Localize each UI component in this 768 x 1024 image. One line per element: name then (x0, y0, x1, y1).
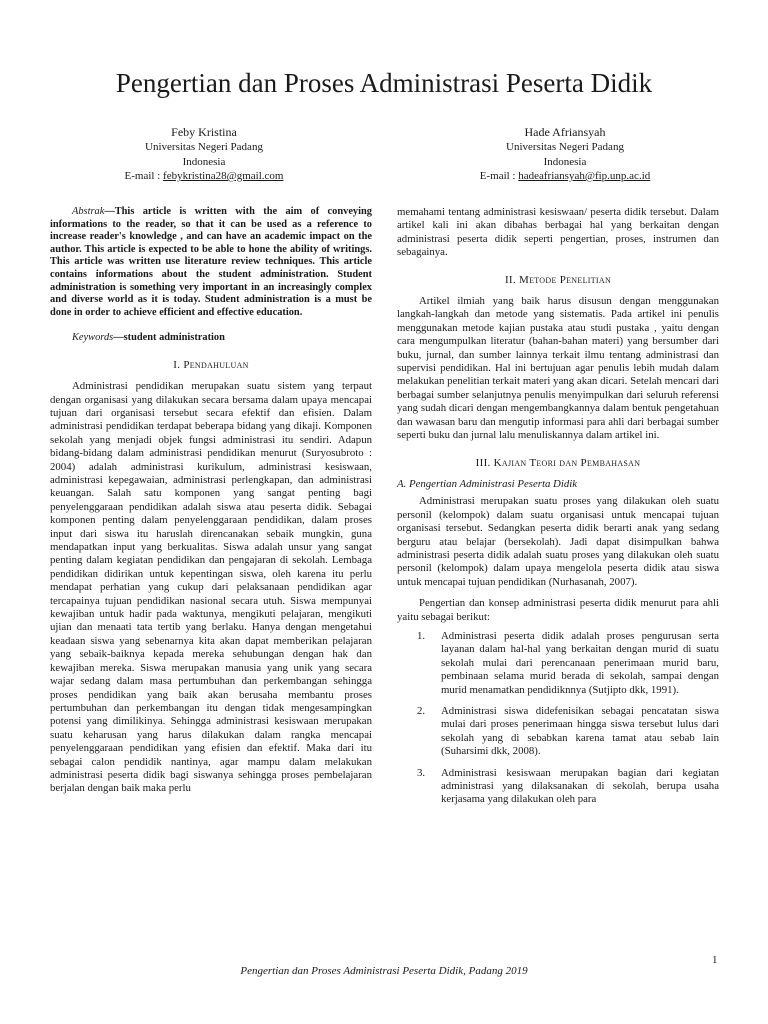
section-heading-theory: III. Kajian Teori dan Pembahasan (475, 456, 641, 469)
section-heading-introduction: I. Pendahuluan (173, 358, 249, 371)
author-block-2 (415, 124, 715, 184)
theory-paragraph-1: Administrasi merupakan suatu proses yang dilakukan oleh suatu personil (kelompok) dalam suatu organisasi untuk mencapai tujuan organisasi tersebut. Sedangkan peserta didik berarti anak yang sedang berguru atau belajar (bersekolah). Jadi dapat disimpulkan bahwa administrasi peserta didik adalah suatu proses yang dilakukan oleh suatu personil (kelompok) dalam upaya mengelola peserta didik atau siswa untuk mencapai tujuan pendidikan (Nurhasanah, 2007). (397, 495, 719, 588)
list-item (397, 705, 719, 759)
list-item-number: 1. (417, 629, 426, 642)
abstract-text: —This article is written with the aim of conveying informations to the reader, so that it can be used as a reference to increase reader's knowledge , and can have an academic impact on the author. This article is expected to be able to hone the ability of writings. This article was written use literature review techniques. This article contains informations about the student administration. Student administration is something very important in an increasingly complex and diverse world as it is today. Student administration is a must be done in order to achieve efficient and effective education. (50, 206, 372, 318)
theory-paragraph-2: Pengertian dan konsep administrasi peserta didik menurut para ahli yaitu sebagai berikut: (397, 597, 719, 623)
author-affiliation: Universitas Negeri Padang (506, 141, 624, 153)
email-label: E-mail : (479, 170, 519, 182)
introduction-continuation: memahami tentang administrasi kesiswaan/ peserta didik tersebut. Dalam artikel kali ini akan dibahas berbagai hal yang berkaitan dengan administrasi peserta didik seperti pengertian, proses, instrumen dan sebagainya. (397, 206, 719, 259)
author-email-line (415, 169, 715, 184)
keywords-lead: Keywords (72, 332, 114, 344)
list-item (397, 767, 719, 807)
subsection-heading: A. Pengertian Administrasi Peserta Didik (397, 477, 578, 490)
author-name: Feby Kristina (171, 125, 237, 139)
author-name: Hade Afriansyah (524, 125, 606, 139)
author-country: Indonesia (543, 155, 587, 168)
author-email-line (54, 169, 354, 184)
list-item-text: Administrasi siswa didefenisikan sebagai pencatatan siswa mulai dari proses penerimaan hingga siswa tersebut lulus dari sekolah yang di sebabkan karena tamat atau sebab lain (Suharsimi dkk, 2008). (441, 705, 719, 758)
author-affiliation: Universitas Negeri Padang (145, 141, 263, 153)
method-paragraph: Artikel ilmiah yang baik harus disusun dengan menggunakan langkah-langkah dan metode yang sistematis. Pada artikel ini penulis menggunakan metode kajian pustaka atau studi pustaka , yaitu dengan cara mengumpulkan literatur (bahan-bahan materi) yang bersumber dari buku, jurnal, dan sumber lainnya terkait ilmu tentang administrasi dan supervisi pendidikan. Hal ini bertujuan agar penulis lebih mudah dalam melakukan penelitian terkait materi yang akan dicari. Setelah mencari dari berbagai sumber selanjutnya penulis menyimpulkan dari seluruh referensi yang sudah dicari dengan mengembangkannya dalam bentuk pengetahuan dan wawasan baru dan mengutip informasi para ahli dari berbagai sumber seperti buku dan jurnal lalu menuliskannya dalam artikel ini. (397, 295, 719, 442)
author-email-link[interactable]: febykristina28@gmail.com (163, 170, 284, 182)
page-footer: Pengertian dan Proses Administrasi Peserta Didik, Padang 2019 (240, 965, 528, 977)
email-label: E-mail : (124, 170, 164, 182)
right-column (397, 206, 719, 815)
introduction-paragraph: Administrasi pendidikan merupakan suatu sistem yang terpaut dengan organisasi yang dilakukan secara bersama dalam upaya mencapai tujuan dari organisasi tersebut secara efektif dan efisien. Dalam administrasi pendidikan terdapat beberapa bidang yang dikaji. Komponen sekolah yang menjadi objek fungsi administrasi itu sendiri. Adapun bidang-bidang dalam administrasi pendidikan menurut (Suryosubroto : 2004) adalah administrasi kurikulum, administrasi kesiswaan, administrasi kepegawaian, administrasi perlengkapan, dan administrasi keuangan. Salah satu komponen yang sangat penting bagi penyelenggaraan pendidikan adalah siswa atau peserta didik. Sebagai komponen penting dalam penyelenggaraan pendidikan, dalam proses input dari siswa itu haruslah direncanakan sebaik mungkin, guna mendapatkan input yang berkualitas. Siswa adalah unsur yang sangat penting dalam kegiatan pendidikan dan pengajaran di sekolah. Lembaga pendidikan didirikan untuk kepentingan siswa, oleh karena itu perlu mendapat perhatian yang cukup dari pelaksanaan pendidikan agar tercapainya tujuan pendidikan nasional secara utuh. Siswa mempunyai kewajiban untuk hadir pada waktunya, mengikuti pelajaran, mengikuti ujian dan menaati tata tertib yang berlaku. Hanya dengan mengetahui keadaan siswa yang sebenarnya kita akan dapat memberikan pelajaran yang sebaik-baiknya kepada mereka sehubungan dengan hak dan kewajiban mereka. Siswa merupakan manusia yang unik yang secara wajar sedang dalam masa pertumbuhan dan perkembangan sehingga proses pendidikan yang baik akan berusaha membantu proses pertumbuhan dan perkembangan itu dengan tidak mengesampingkan potensi yang dimilikinya. Sehingga administrasi kesiswaan merupakan suatu keharusan yang harus dilakukan dalam rangka mencapai penyelenggaraan pendidikan yang efisien dan efektif. Maka dari itu sebagai calon pendidik nantinya, agar mampu dalam melakukan administrasi peserta didik bagi siswanya sehingga proses pembelajaran berjalan dengan baik maka perlu (50, 380, 372, 795)
section-heading-method: II. Metode Penelitian (504, 273, 612, 286)
list-item-text: Administrasi kesiswaan merupakan bagian dari kegiatan administrasi yang dilaksanakan di sekolah, berupa usaha kerjasama yang dilakukan oleh para (441, 766, 719, 806)
list-item-number: 3. (417, 766, 426, 779)
author-email-link[interactable]: hadeafriansyah@fip.unp.ac.id (518, 170, 651, 182)
list-item-text: Administrasi peserta didik adalah proses pengurusan serta layanan dalam hal-hal yang berkaitan dengan murid di suatu sekolah mulai dari perencanaan penerimaan murid baru, pembinaan selama murid berada di sekolah, sampai dengan murid menamatkan pendidiknnya (Sutjipto dkk, 1991). (441, 629, 719, 696)
author-block-1 (54, 124, 354, 184)
list-item (397, 630, 719, 697)
definition-list (397, 630, 719, 807)
keywords-text: —student administration (113, 332, 225, 344)
author-country: Indonesia (182, 155, 226, 168)
abstract (50, 206, 372, 319)
list-item-number: 2. (417, 705, 426, 717)
left-column (50, 206, 372, 796)
page-number: 1 (712, 954, 718, 966)
keywords (50, 331, 372, 344)
paper-title: Pengertian dan Proses Administrasi Peserta Didik (115, 68, 653, 98)
abstract-lead: Abstrak (72, 206, 105, 217)
